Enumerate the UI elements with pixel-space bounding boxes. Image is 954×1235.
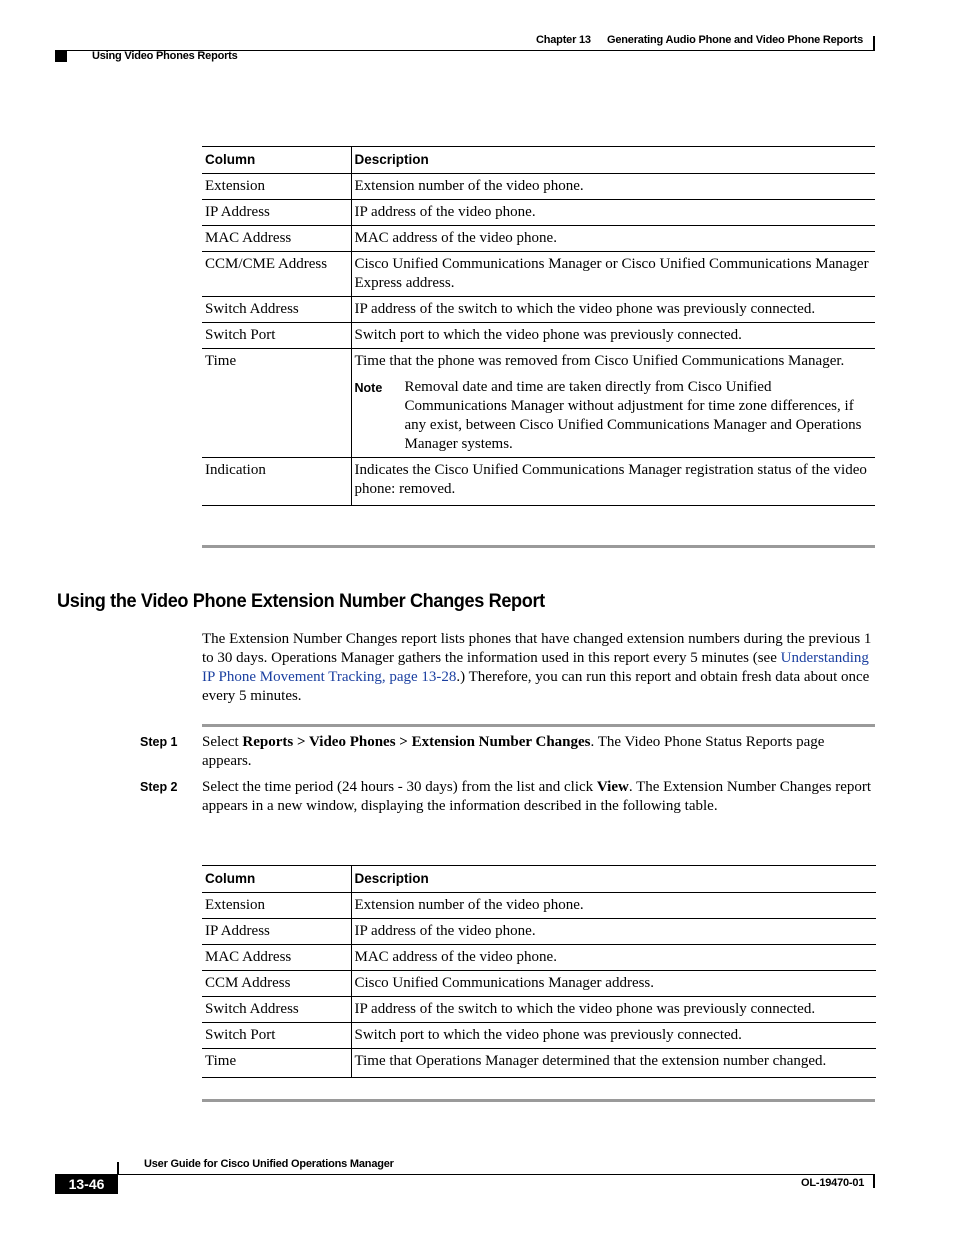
step-text: Select bbox=[202, 734, 243, 750]
table-row bbox=[202, 971, 876, 997]
table-cell-column: Switch Port bbox=[202, 1023, 351, 1049]
intro-text-end: .) Therefore, you can run this report and obtain fresh data about once every 5 minutes. bbox=[202, 669, 870, 704]
header-section: Using Video Phones Reports bbox=[92, 50, 238, 62]
table-cell-column: IP Address bbox=[202, 919, 351, 945]
table-row bbox=[202, 323, 875, 349]
table-row bbox=[202, 919, 876, 945]
description-header: Description bbox=[351, 866, 876, 893]
table-cell-description: Time that Operations Manager determined that the extension number changed. bbox=[351, 1049, 876, 1078]
table-cell-column: MAC Address bbox=[202, 226, 351, 252]
intro-paragraph bbox=[202, 630, 877, 706]
step-1-label: Step 1 bbox=[140, 735, 178, 749]
time-description: Time that the phone was removed from Cisco Unified Communications Manager. bbox=[354, 353, 845, 369]
table-cell-column: Switch Port bbox=[202, 323, 351, 349]
table-header-row bbox=[202, 147, 875, 174]
footer-doc-number: OL-19470-01 bbox=[801, 1177, 865, 1189]
table-row bbox=[202, 1049, 876, 1078]
table-cell-description: Indicates the Cisco Unified Communications Manager registration status of the video phone: removed. bbox=[351, 458, 875, 506]
table-header-row bbox=[202, 866, 876, 893]
separator bbox=[202, 724, 875, 727]
table-row bbox=[202, 174, 875, 200]
table-cell-description: Switch port to which the video phone was previously connected. bbox=[351, 323, 875, 349]
table-row bbox=[202, 1023, 876, 1049]
table-cell-description: Extension number of the video phone. bbox=[351, 174, 875, 200]
note-text: Removal date and time are taken directly from Cisco Unified Communications Manager without adjustment for time zone differences, if any exist, between Cisco Unified Communications Manager and Operations Manager systems. bbox=[404, 379, 862, 452]
table-row bbox=[202, 297, 875, 323]
table-cell-description: Cisco Unified Communications Manager or Cisco Unified Communications Manager Express address. bbox=[351, 252, 875, 297]
table-cell-description: IP address of the video phone. bbox=[351, 200, 875, 226]
column-header: Column bbox=[202, 866, 351, 893]
table-row bbox=[202, 458, 875, 506]
separator bbox=[202, 1099, 875, 1102]
table-cell-column: Switch Address bbox=[202, 997, 351, 1023]
step-text: Select the time period (24 hours - 30 days) from the list and click bbox=[202, 779, 597, 795]
table-cell-description: Switch port to which the video phone was previously connected. bbox=[351, 1023, 876, 1049]
table-cell-column: CCM/CME Address bbox=[202, 252, 351, 297]
table-cell-description: IP address of the switch to which the video phone was previously connected. bbox=[351, 297, 875, 323]
step-2-text bbox=[202, 778, 877, 816]
header-chapter-title: Generating Audio Phone and Video Phone Reports bbox=[607, 34, 864, 46]
header-chapter: Chapter 13 bbox=[536, 34, 591, 46]
table-cell-column: CCM Address bbox=[202, 971, 351, 997]
footer-guide-title: User Guide for Cisco Unified Operations Manager bbox=[144, 1158, 394, 1170]
view-label: View bbox=[596, 779, 629, 795]
table-row bbox=[202, 945, 876, 971]
table-cell-column: Extension bbox=[202, 893, 351, 919]
step-2-label: Step 2 bbox=[140, 780, 178, 794]
step-1-text bbox=[202, 733, 877, 771]
section-title: Using the Video Phone Extension Number Changes Report bbox=[57, 590, 545, 612]
note-label: Note bbox=[354, 381, 383, 395]
table-row bbox=[202, 997, 876, 1023]
separator bbox=[202, 545, 875, 548]
table-row bbox=[202, 200, 875, 226]
table-row bbox=[202, 226, 875, 252]
table-cell-description bbox=[351, 349, 875, 458]
table-cell-description: IP address of the switch to which the video phone was previously connected. bbox=[351, 997, 876, 1023]
description-header: Description bbox=[351, 147, 875, 174]
table-cell-column: Time bbox=[202, 1049, 351, 1078]
header-block bbox=[55, 50, 67, 62]
table-cell-column: Indication bbox=[202, 458, 351, 506]
table-cell-column: Time bbox=[202, 349, 351, 458]
header-bar bbox=[873, 36, 875, 50]
step-text: . The Video Phone Status Reports page appears. bbox=[202, 734, 825, 769]
extension-changes-table bbox=[202, 865, 876, 1078]
cross-reference-link[interactable]: Understanding IP Phone Movement Tracking, page 13-28 bbox=[202, 650, 869, 685]
footer-rule bbox=[118, 1174, 875, 1175]
table-row bbox=[202, 893, 876, 919]
table-row bbox=[202, 349, 875, 458]
table-cell-description: MAC address of the video phone. bbox=[351, 945, 876, 971]
table-cell-description: MAC address of the video phone. bbox=[351, 226, 875, 252]
removed-phones-table bbox=[202, 146, 875, 506]
table-cell-description: Extension number of the video phone. bbox=[351, 893, 876, 919]
table-cell-column: Extension bbox=[202, 174, 351, 200]
column-header: Column bbox=[202, 147, 351, 174]
table-cell-column: IP Address bbox=[202, 200, 351, 226]
note bbox=[355, 378, 870, 454]
table-cell-column: Switch Address bbox=[202, 297, 351, 323]
table-cell-column: MAC Address bbox=[202, 945, 351, 971]
table-row bbox=[202, 252, 875, 297]
footer-bar-right bbox=[873, 1174, 875, 1188]
page-number: 13-46 bbox=[55, 1174, 118, 1194]
menu-path: Reports > Video Phones > Extension Number Changes bbox=[242, 734, 591, 750]
step-text: . The Extension Number Changes report appears in a new window, displaying the information described in the following table. bbox=[202, 779, 872, 814]
footer-bar bbox=[117, 1162, 119, 1174]
table-cell-description: Cisco Unified Communications Manager address. bbox=[351, 971, 876, 997]
table-cell-description: IP address of the video phone. bbox=[351, 919, 876, 945]
intro-text: The Extension Number Changes report lists phones that have changed extension numbers during the previous 1 to 30 days. Operations Manager gathers the information used in this report every 5 minutes (see bbox=[202, 631, 872, 666]
